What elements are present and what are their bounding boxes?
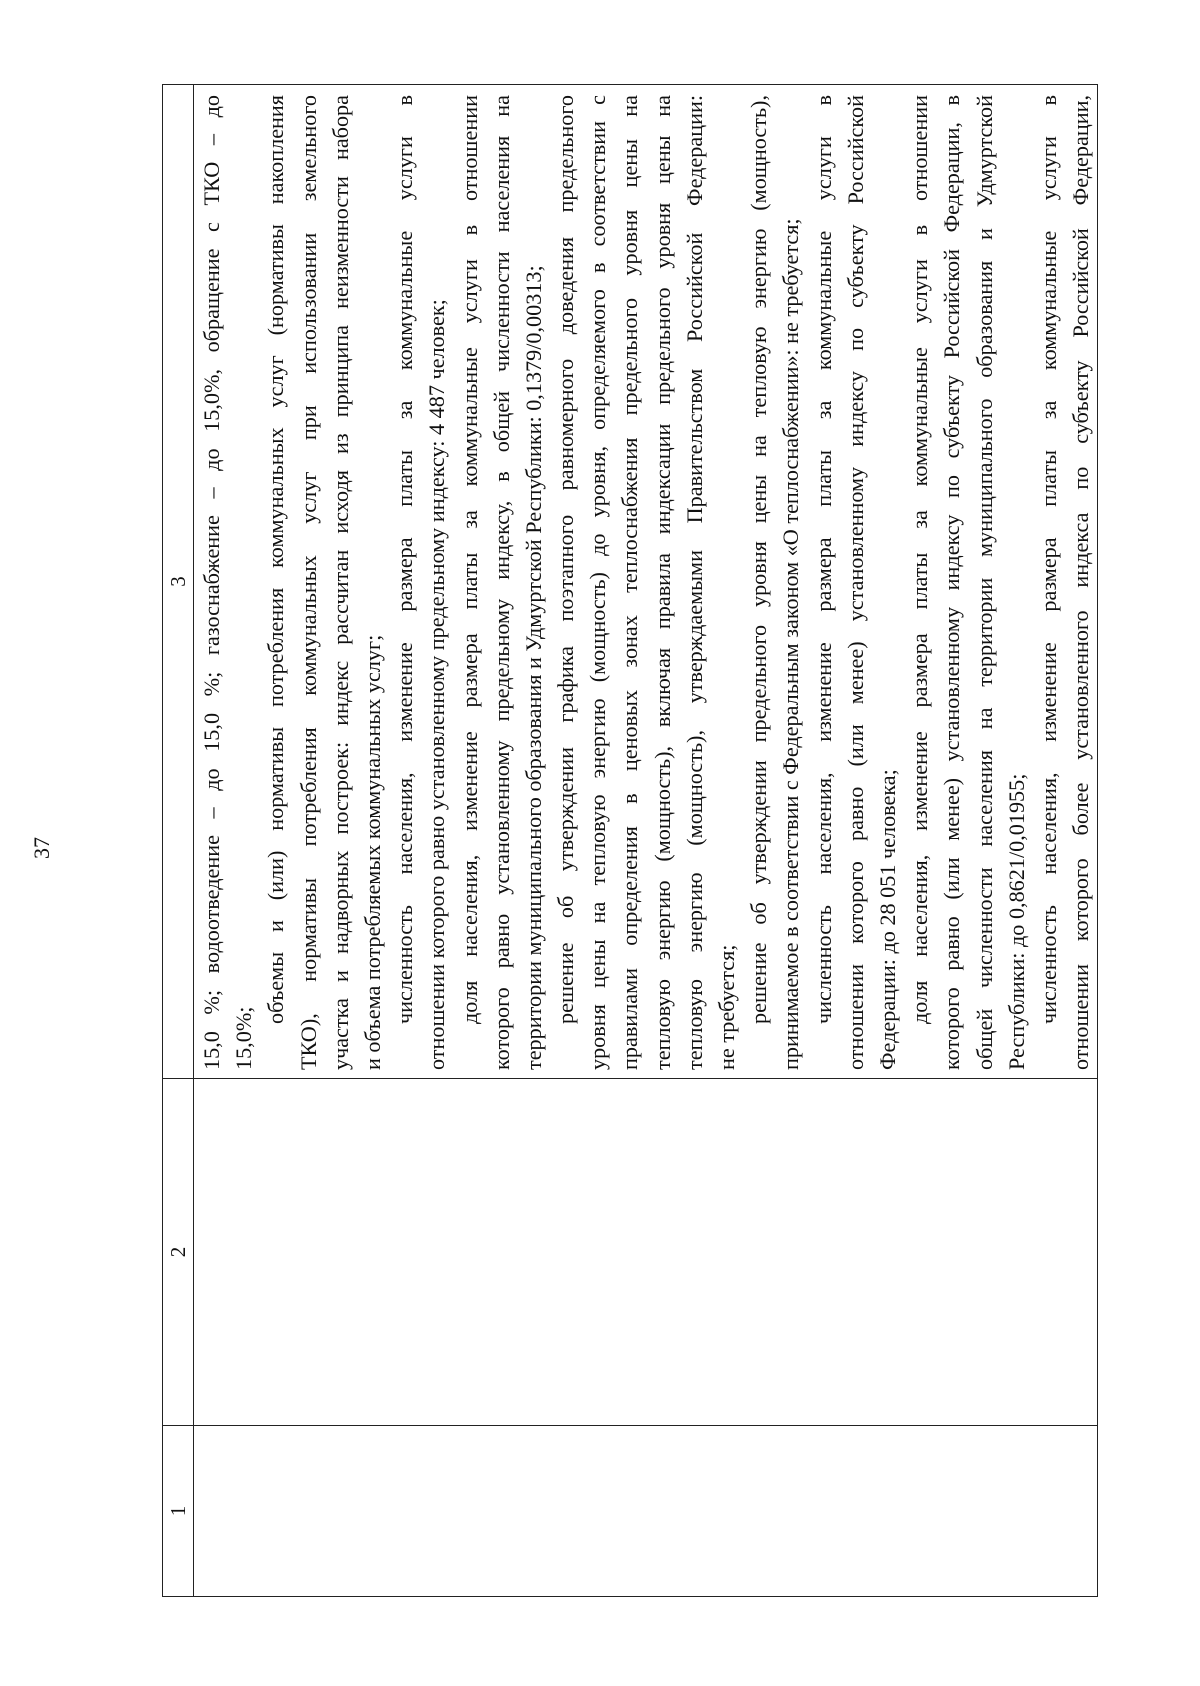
text-line: уровня цены на тепловую энергию (мощность) до уровня, определяемого в соответствии с: [585, 95, 611, 1070]
table-header-row: [163, 85, 194, 1597]
data-table: [162, 84, 1098, 1597]
cell-col-2: [194, 1079, 1098, 1426]
page-number: 37: [29, 837, 54, 859]
text-line: правилами определения в ценовых зонах теплоснабжения предельного уровня цены на: [617, 95, 643, 1070]
text-line: численность населения, изменение размера платы за коммунальные услуги в: [810, 95, 836, 1024]
cell-col-1: [194, 1426, 1098, 1597]
text-line: общей численности населения на территории муниципального образования и Удмуртской: [971, 95, 997, 1070]
text-line: 15,0%;: [231, 1006, 257, 1070]
header-col-2: 2: [163, 1079, 194, 1426]
text-line: отношении которого равно установленному предельному индексу: 4 487 человек;: [424, 299, 450, 1070]
text-line: участка и надворных построек: индекс рассчитан исходя из принципа неизменности набора: [327, 95, 353, 1070]
text-line: численность населения, изменение размера платы за коммунальные услуги в: [1035, 95, 1061, 1024]
header-col-3: 3: [163, 85, 194, 1079]
text-line: Федерации: до 28 051 человека;: [874, 769, 900, 1070]
text-line: отношении которого равно (или менее) установленному индексу по субъекту Российской: [842, 95, 868, 1070]
text-line: которого равно установленному предельному индексу, в общей численности населения на: [488, 95, 514, 1070]
text-line: ТКО), нормативы потребления коммунальных услуг при использовании земельного: [295, 95, 321, 1070]
text-line: отношении которого более установленного индекса по субъекту Российской Федерации,: [1068, 95, 1094, 1070]
text-line: объемы и (или) нормативы потребления коммунальных услуг (нормативы накопления: [263, 95, 289, 1024]
cell-col-3: [194, 85, 1098, 1079]
header-col-1: 1: [163, 1426, 194, 1597]
text-line: территории муниципального образования и Удмуртской Республики: 0,1379/0,00313;: [520, 265, 546, 1070]
text-line: Республики: до 0,8621/0,01955;: [1003, 773, 1029, 1070]
table-row: [194, 85, 1098, 1597]
text-line: численность населения, изменение размера платы за коммунальные услуги в: [392, 95, 418, 1024]
text-line: доля населения, изменение размера платы за коммунальные услуги в отношении: [456, 95, 482, 1024]
text-line: которого равно (или менее) установленному индексу по субъекту Российской Федерации, в: [939, 95, 965, 1070]
text-line: тепловую энергию (мощность), утверждаемыми Правительством Российской Федерации:: [681, 95, 707, 1070]
text-line: принимаемое в соответствии с Федеральным законом «О теплоснабжении»: не требуется;: [778, 218, 804, 1070]
cell-text-block: [196, 95, 1097, 1070]
text-line: не требуется;: [714, 944, 739, 1070]
text-line: решение об утверждении предельного уровня цены на тепловую энергию (мощность),: [746, 95, 772, 1024]
text-line: доля населения, изменение размера платы за коммунальные услуги в отношении: [907, 95, 933, 1024]
rotated-table-container: [162, 85, 1094, 1597]
text-line: и объема потребляемых коммунальных услуг;: [359, 634, 385, 1070]
text-line: 15,0 %; водоотведение – до 15,0 %; газоснабжение – до 15,0%, обращение с ТКО – до: [199, 95, 224, 1070]
text-line: решение об утверждении графика поэтапного равномерного доведения предельного: [553, 95, 579, 1024]
text-line: тепловую энергию (мощность), включая правила индексации предельного уровня цены на: [649, 95, 675, 1070]
